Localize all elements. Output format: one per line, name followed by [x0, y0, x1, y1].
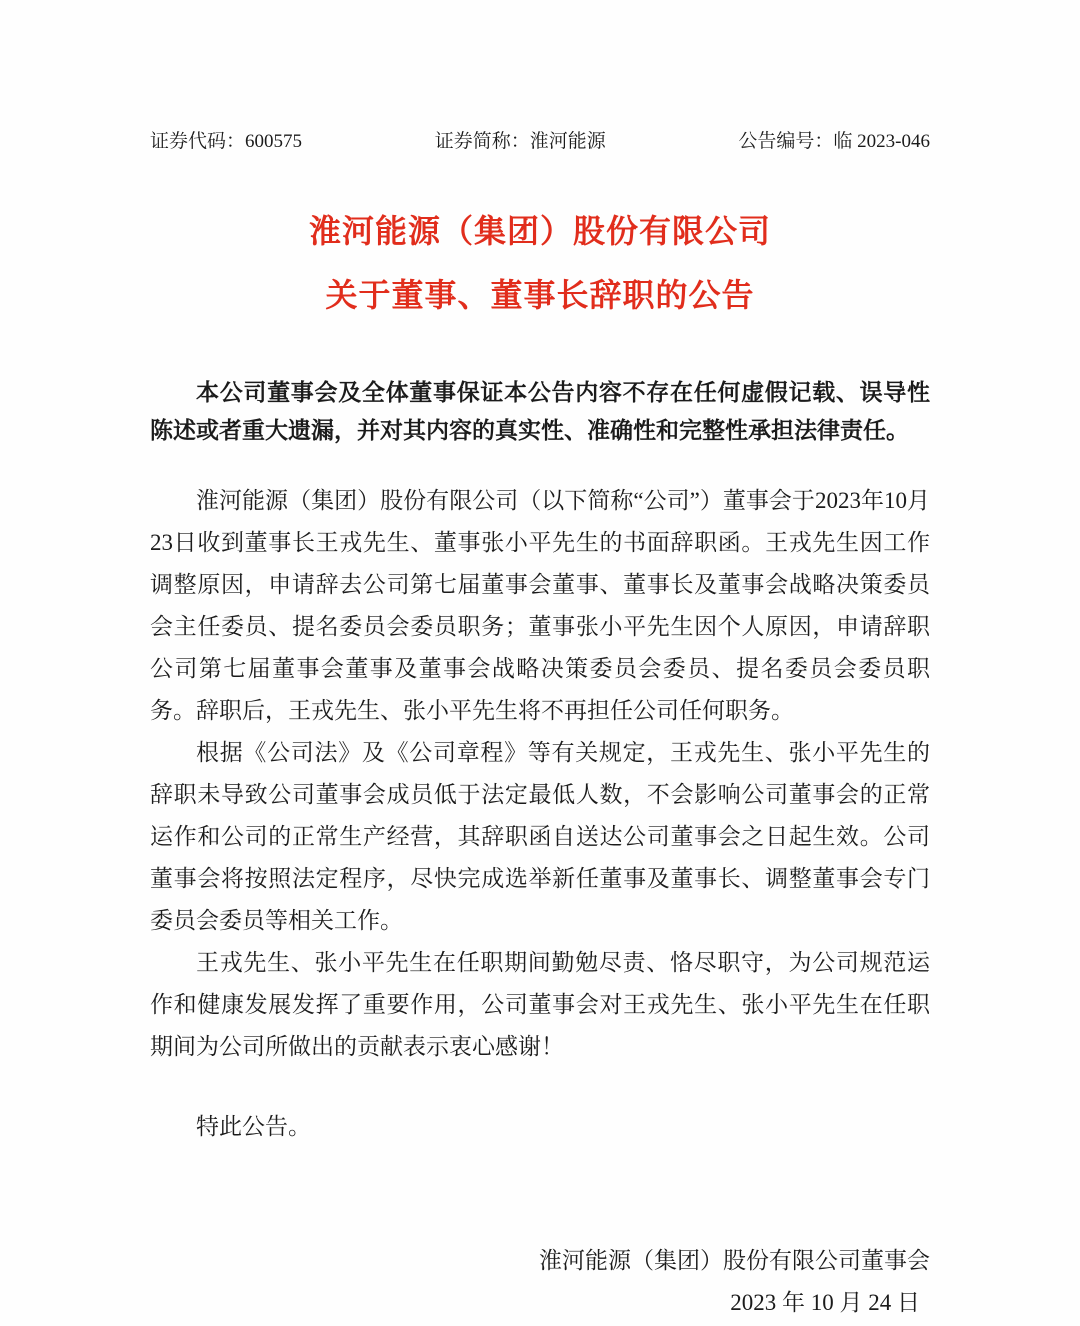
document-header: [150, 130, 930, 154]
signature-company: 淮河能源（集团）股份有限公司董事会: [539, 1248, 930, 1273]
signature-block: [150, 1240, 930, 1324]
stock-short-name: 证券简称：淮河能源: [434, 131, 606, 152]
body-paragraph-legal-effect: 根据《公司法》及《公司章程》等有关规定，王戎先生、张小平先生的辞职未导致公司董事会成员低于法定最低人数，不会影响公司董事会的正常运作和公司的正常生产经营，其辞职函自送达公司董事会之日起生效。公司董事会将按照法定程序，尽快完成选举新任董事及董事长、调整董事会专门委员会委员等相关工作。: [150, 740, 930, 933]
body-paragraph-gratitude: 王戎先生、张小平先生在任职期间勤勉尽责、恪尽职守，为公司规范运作和健康发展发挥了重要作用，公司董事会对王戎先生、张小平先生在任职期间为公司所做出的贡献表示衷心感谢！: [150, 950, 930, 1059]
signature-date: 2023 年 10 月 24 日: [730, 1290, 920, 1315]
stock-code: 证券代码：600575: [150, 131, 303, 152]
company-title: 淮河能源（集团）股份有限公司: [308, 213, 771, 249]
announcement-title: 关于董事、董事长辞职的公告: [325, 277, 755, 313]
board-disclaimer: 本公司董事会及全体董事保证本公告内容不存在任何虚假记载、误导性陈述或者重大遗漏，并对其内容的真实性、准确性和完整性承担法律责任。: [150, 380, 930, 443]
body-paragraph-resignation: 淮河能源（集团）股份有限公司（以下简称“公司”）董事会于2023年10月23日收到董事长王戎先生、董事张小平先生的书面辞职函。王戎先生因工作调整原因，申请辞去公司第七届董事会董事、董事长及董事会战略决策委员会主任委员、提名委员会委员职务；董事张小平先生因个人原因，申请辞职公司第七届董事会董事及董事会战略决策委员会委员、提名委员会委员职务。辞职后，王戎先生、张小平先生将不再担任公司任何职务。: [150, 488, 930, 723]
closing-statement: 特此公告。: [196, 1114, 311, 1139]
announcement-number: 公告编号：临 2023-046: [738, 131, 930, 152]
announcement-body: [150, 480, 930, 1068]
